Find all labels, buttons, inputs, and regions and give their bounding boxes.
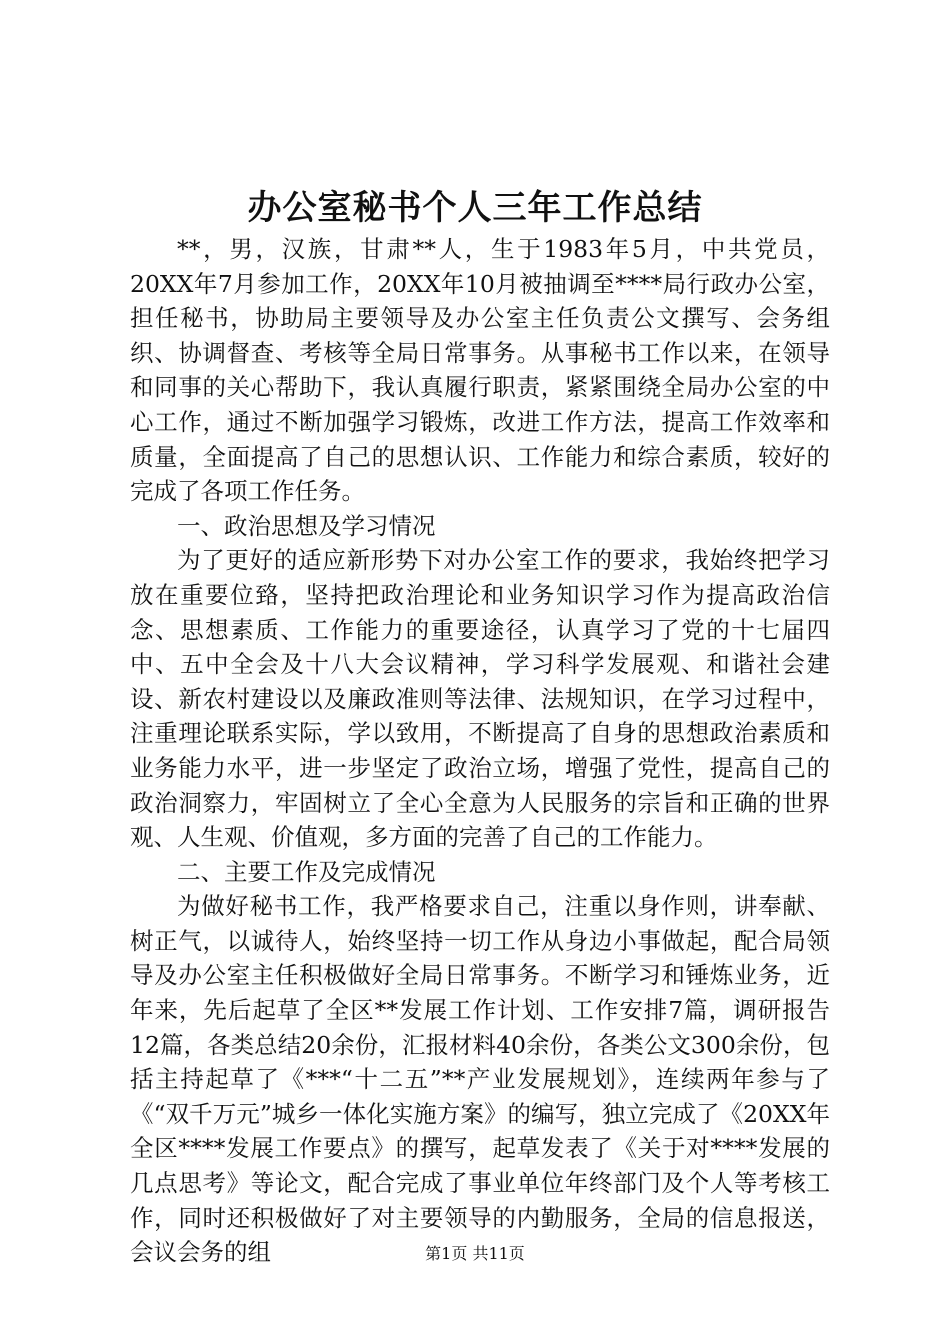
- work-paragraph: 为做好秘书工作，我严格要求自己，注重以身作则，讲奉献、树正气，以诚待人，始终坚持一切工作从身边小事做起，配合局领导及办公室主任积极做好全局日常事务。不断学习和锤炼业务，近年来，先后起草了全区**发展工作计划、工作安排7篇，调研报告12篇，各类总结20余份，汇报材料40余份，各类公文300余份，包括主持起草了《***“十二五”**产业发展规划》，连续两年参与了《“双千万元”城乡一体化实施方案》的编写，独立完成了《20XX年全区****发展工作要点》的撰写，起草发表了《关于对****发展的几点思考》等论文，配合完成了事业单位年终部门及个人等考核工作，同时还积极做好了对主要领导的内勤服务，全局的信息报送，会议会务的组: [130, 892, 830, 1267]
- document-title: 办公室秘书个人三年工作总结: [247, 188, 703, 228]
- section-heading-political: 一、政治思想及学习情况: [177, 511, 436, 540]
- section-heading-work: 二、主要工作及完成情况: [177, 857, 436, 886]
- intro-paragraph: **，男，汉族，甘肃**人，生于1983年5月，中共党员，20XX年7月参加工作，20XX年10月被抽调至****局行政办公室，担任秘书，协助局主要领导及办公室主任负责公文撰写、会务组织、协调督查、考核等全局日常事务。从事秘书工作以来，在领导和同事的关心帮助下，我认真履行职责，紧紧围绕全局办公室的中心工作，通过不断加强学习锻炼，改进工作方法，提高工作效率和质量，全面提高了自己的思想认识、工作能力和综合素质，较好的完成了各项工作任务。: [130, 235, 830, 506]
- page-footer: 第1页 共11页: [425, 1244, 525, 1263]
- document-body: [130, 232, 830, 1270]
- political-paragraph: 为了更好的适应新形势下对办公室工作的要求，我始终把学习放在重要位臵，坚持把政治理论和业务知识学习作为提高政治信念、思想素质、工作能力的重要途径，认真学习了党的十七届四中、五中全会及十八大会议精神，学习科学发展观、和谐社会建设、新农村建设以及廉政准则等法律、法规知识，在学习过程中，注重理论联系实际，学以致用，不断提高了自身的思想政治素质和业务能力水平，进一步坚定了政治立场，增强了党性，提高自己的政治洞察力，牢固树立了全心全意为人民服务的宗旨和正确的世界观、人生观、价值观，多方面的完善了自己的工作能力。: [130, 546, 830, 852]
